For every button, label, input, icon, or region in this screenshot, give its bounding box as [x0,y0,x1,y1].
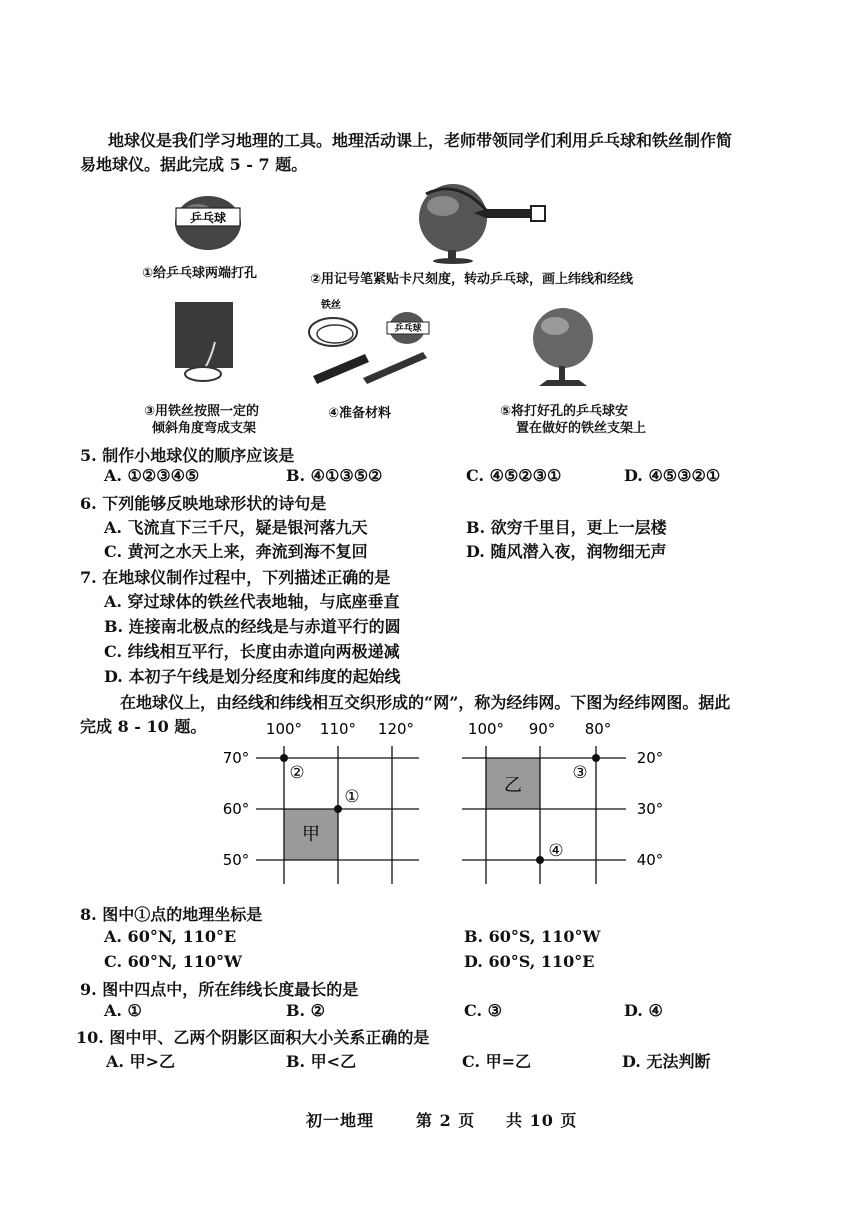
q8-option-a: A. 60°N, 110°E [104,927,237,946]
q7-stem: 7. 在地球仪制作过程中，下列描述正确的是 [80,568,391,587]
step5-globe-image [525,304,603,390]
footer-total: 共 10 页 [506,1111,578,1130]
q6-option-b: B. 欲穷千里目，更上一层楼 [466,518,667,537]
grid-right-lat-30: 30° [636,800,664,818]
q10-option-a: A. 甲>乙 [106,1052,175,1071]
step1-ball-image [168,190,248,252]
grid-left-lat-60: 60° [222,800,250,818]
q10-stem: 10. 图中甲、乙两个阴影区面积大小关系正确的是 [76,1028,430,1047]
step1-ball-label: 乒乓球 [189,211,227,225]
step2-caption: ②用记号笔紧贴卡尺刻度，转动乒乓球，画上纬线和经线 [310,272,634,287]
q5-option-a: A. ①②③④⑤ [104,466,200,485]
q9-option-b: B. ② [286,1001,326,1020]
q8-option-c: C. 60°N, 110°W [104,952,242,971]
grid-right-lat-40: 40° [636,851,664,869]
region-yi-label: 乙 [504,775,522,796]
q5-option-d: D. ④⑤③②① [624,466,721,485]
q5-option-b: B. ④①③⑤② [286,466,383,485]
step4-wire-label: 铁丝 [321,300,341,311]
point-1: ① [344,787,360,807]
grid-left-lat-50: 50° [222,851,250,869]
intro-line-1: 地球仪是我们学习地理的工具。地理活动课上，老师带领同学们利用乒乓球和铁丝制作简 [108,131,733,150]
step3-caption-2: 倾斜角度弯成支架 [152,421,257,436]
step2-globe-image [408,182,558,264]
q6-stem: 6. 下列能够反映地球形状的诗句是 [80,494,327,513]
grid-left-lon-100: 100° [265,720,303,738]
point-4: ④ [548,841,564,861]
q8-option-b: B. 60°S, 110°W [464,927,601,946]
grid-left-lon-110: 110° [319,720,357,738]
intro-line-2: 易地球仪。据此完成 5 - 7 题。 [80,155,308,174]
region-jia-label: 甲 [302,824,320,845]
q5-option-c: C. ④⑤②③① [466,466,562,485]
q8-option-d: D. 60°S, 110°E [464,952,595,971]
grid-left-lat-70: 70° [222,749,250,767]
q9-stem: 9. 图中四点中，所在纬线长度最长的是 [80,980,359,999]
q6-option-c: C. 黄河之水天上来，奔流到海不复回 [104,542,368,561]
grid-left [214,716,434,886]
q9-option-a: A. ① [104,1001,142,1020]
grid-right-lon-80: 80° [584,720,612,738]
grid-right-lon-90: 90° [528,720,556,738]
q7-option-a: A. 穿过球体的铁丝代表地轴，与底座垂直 [104,592,400,611]
step3-wire-image [175,302,235,388]
grid-right [448,716,678,886]
q8-stem: 8. 图中①点的地理坐标是 [80,905,263,924]
q7-option-c: C. 纬线相互平行，长度由赤道向两极递减 [104,642,400,661]
point-2: ② [289,763,305,783]
q10-option-c: C. 甲=乙 [462,1052,532,1071]
step4-caption: ④准备材料 [328,406,392,421]
step4-ball-label: 乒乓球 [394,324,422,334]
q10-option-b: B. 甲<乙 [286,1052,357,1071]
q6-option-a: A. 飞流直下三千尺，疑是银河落九天 [104,518,368,537]
point-3: ③ [572,763,588,783]
q7-option-d: D. 本初子午线是划分经度和纬度的起始线 [104,667,401,686]
step5-caption-2: 置在做好的铁丝支架上 [516,421,647,436]
grid-right-lon-100: 100° [467,720,505,738]
q9-option-d: D. ④ [624,1001,663,1020]
step4-materials-image [303,296,433,394]
intro2-line-1: 在地球仪上，由经线和纬线相互交织形成的“网”，称为经纬网。下图为经纬网图。据此 [120,693,731,712]
grid-left-lon-120: 120° [377,720,415,738]
footer-subject: 初一地理 [306,1111,375,1130]
intro2-line-2: 完成 8 - 10 题。 [80,717,207,736]
grid-right-lat-20: 20° [636,749,664,767]
footer-page: 第 2 页 [416,1111,476,1130]
q5-stem: 5. 制作小地球仪的顺序应该是 [80,446,295,465]
q6-option-d: D. 随风潜入夜，润物细无声 [466,542,667,561]
q9-option-c: C. ③ [464,1001,502,1020]
step5-caption-1: ⑤将打好孔的乒乓球安 [500,404,629,419]
q7-option-b: B. 连接南北极点的经线是与赤道平行的圆 [104,617,401,636]
q10-option-d: D. 无法判断 [622,1052,711,1071]
step1-caption: ①给乒乓球两端打孔 [142,266,258,281]
step3-caption-1: ③用铁丝按照一定的 [144,404,260,419]
